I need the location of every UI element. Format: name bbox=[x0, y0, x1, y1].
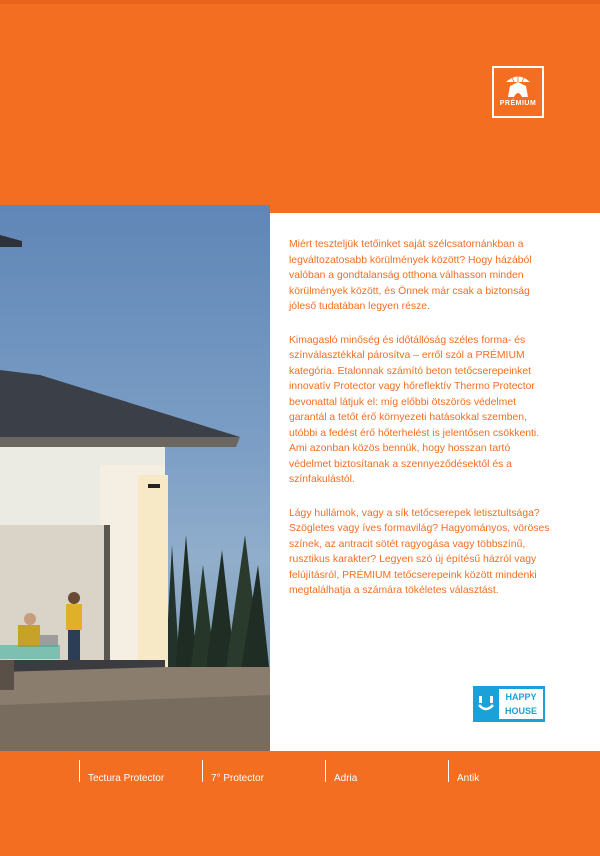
paragraph-choice: Lágy hullámok, vagy a sík tetőcserepek letisztultsága? Szögletes vagy íves formavilág? Hagyományos, vöröses színek, az antracit sötét ragyogása vagy többszínű, rusztikus karakter? Legyen szó új építésű házról vagy felújításról, PRÉMIUM tetőcserepeink között mindenki megtalálhatja a számára tökéletes választást. bbox=[289, 507, 550, 596]
happy-house-badge bbox=[473, 686, 545, 722]
umbrella-house-icon bbox=[502, 73, 534, 99]
premium-logo bbox=[492, 66, 544, 118]
tab-label: Tectura Protector bbox=[88, 773, 165, 784]
tab-7-protector[interactable] bbox=[202, 760, 264, 782]
logo-text: PRÉMIUM bbox=[499, 100, 537, 107]
body-copy bbox=[289, 237, 553, 617]
smile-house-icon bbox=[473, 686, 499, 722]
tab-tectura-protector[interactable] bbox=[79, 760, 164, 782]
tab-label: 7° Protector bbox=[211, 773, 264, 784]
tab-label: Antik bbox=[457, 773, 480, 784]
tab-adria[interactable] bbox=[325, 760, 357, 782]
page-top-edge bbox=[0, 0, 600, 4]
tab-label: Adria bbox=[334, 773, 358, 784]
happy-house-line-2: HOUSE bbox=[504, 706, 537, 716]
tab-antik[interactable] bbox=[448, 760, 479, 782]
paragraph-premium-category: Kimagasló minőség és időtállóság széles forma- és színválasztékkal párosítva – erről szól a PRÉMIUM kategória. Etalonnak számító beton tetőcserepeinket innovatív Protector vagy hőreflektív Thermo Protector bevonattal látjuk el: míg előbbi ötszörös védelmet garantál a tetőt érő környezeti hatásokkal szemben, utóbbi a fedést érő hőterhelést is jelentősen csökkenti. Ami azonban közös bennük, hogy hosszan tartó védelmet biztosítanak a szennyeződésektől és a színfakulástól. bbox=[289, 334, 540, 485]
happy-house-line-1: HAPPY bbox=[505, 692, 537, 702]
house-photo bbox=[0, 205, 270, 751]
paragraph-wind-tunnel: Miért teszteljük tetőinket saját szélcsatornánkban a legváltozatosabb körülmények között? Hogy házából valóban a gondtalanság otthona válhasson minden körülmények között, és Önnek már csak a biztonság jóleső tudatában legyen része. bbox=[289, 239, 532, 312]
happy-house-label bbox=[499, 689, 543, 719]
